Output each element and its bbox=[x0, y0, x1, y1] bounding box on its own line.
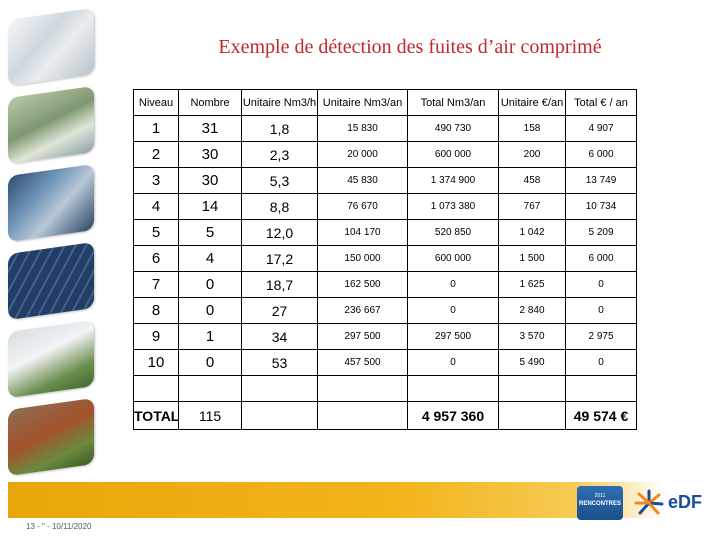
table-row bbox=[134, 116, 637, 142]
header-row bbox=[134, 90, 637, 116]
cell-unit-nm3an: 162 500 bbox=[318, 272, 408, 298]
col-header-unit-nm3an: Unitaire Nm3/an bbox=[318, 90, 408, 116]
empty-row bbox=[134, 376, 637, 402]
cell-niveau: 7 bbox=[134, 272, 179, 298]
cell-nombre: 30 bbox=[179, 142, 242, 168]
cell-niveau: 9 bbox=[134, 324, 179, 350]
edf-logo-text: eDF bbox=[668, 492, 703, 512]
table-row bbox=[134, 350, 637, 376]
edf-logo bbox=[632, 488, 712, 518]
cell-unit-nm3h: 8,8 bbox=[242, 194, 318, 220]
cell-unit-nm3an: 76 670 bbox=[318, 194, 408, 220]
cell-unit-nm3an: 20 000 bbox=[318, 142, 408, 168]
table-row bbox=[134, 220, 637, 246]
table-row bbox=[134, 298, 637, 324]
cell-nombre: 0 bbox=[179, 350, 242, 376]
cell-niveau: 5 bbox=[134, 220, 179, 246]
cell-total-nm3an: 1 374 900 bbox=[408, 168, 499, 194]
col-header-nombre: Nombre bbox=[179, 90, 242, 116]
cell-unit-nm3an: 297 500 bbox=[318, 324, 408, 350]
cell-total-nm3an: 0 bbox=[408, 272, 499, 298]
cell-unit-eur: 1 042 bbox=[499, 220, 566, 246]
cell-niveau: 2 bbox=[134, 142, 179, 168]
cell-unit-eur: 2 840 bbox=[499, 298, 566, 324]
cell-unit-nm3h: 17,2 bbox=[242, 246, 318, 272]
cell-total-nm3an: 520 850 bbox=[408, 220, 499, 246]
cell-nombre: 14 bbox=[179, 194, 242, 220]
cell-total-eur: 5 209 bbox=[566, 220, 637, 246]
cell-unit-nm3h: 12,0 bbox=[242, 220, 318, 246]
cell-unit-nm3an: 45 830 bbox=[318, 168, 408, 194]
col-header-total-eur: Total € / an bbox=[566, 90, 637, 116]
col-header-total-nm3an: Total Nm3/an bbox=[408, 90, 499, 116]
cell-nombre: 1 bbox=[179, 324, 242, 350]
table-row bbox=[134, 246, 637, 272]
cell-unit-eur: 1 500 bbox=[499, 246, 566, 272]
cell-unit-eur: 5 490 bbox=[499, 350, 566, 376]
cell-total-eur: 6 000 bbox=[566, 246, 637, 272]
cell-nombre: 0 bbox=[179, 272, 242, 298]
cell-total-nm3an: 297 500 bbox=[408, 324, 499, 350]
cell-total-nm3an: 490 730 bbox=[408, 116, 499, 142]
cell-unit-nm3h: 34 bbox=[242, 324, 318, 350]
total-count: 115 bbox=[179, 402, 242, 430]
total-eur: 49 574 € bbox=[566, 402, 637, 430]
cell-unit-nm3an: 15 830 bbox=[318, 116, 408, 142]
cell-niveau: 4 bbox=[134, 194, 179, 220]
cell-total-nm3an: 600 000 bbox=[408, 246, 499, 272]
cell-unit-eur: 200 bbox=[499, 142, 566, 168]
cell-unit-nm3an: 457 500 bbox=[318, 350, 408, 376]
table-row bbox=[134, 194, 637, 220]
cell-total-eur: 0 bbox=[566, 272, 637, 298]
cell-total-eur: 4 907 bbox=[566, 116, 637, 142]
total-label: TOTAL bbox=[134, 402, 179, 430]
cell-niveau: 1 bbox=[134, 116, 179, 142]
side-image-plans bbox=[8, 8, 94, 86]
footer-date: 13 - " - 10/11/2020 bbox=[26, 522, 92, 531]
table-row bbox=[134, 142, 637, 168]
cell-unit-eur: 767 bbox=[499, 194, 566, 220]
cell-niveau: 3 bbox=[134, 168, 179, 194]
cell-unit-nm3h: 1,8 bbox=[242, 116, 318, 142]
cell-unit-eur: 1 625 bbox=[499, 272, 566, 298]
cell-unit-eur: 458 bbox=[499, 168, 566, 194]
col-header-unit-nm3h: Unitaire Nm3/h bbox=[242, 90, 318, 116]
cell-unit-eur: 3 570 bbox=[499, 324, 566, 350]
cell-nombre: 5 bbox=[179, 220, 242, 246]
cell-total-eur: 13 749 bbox=[566, 168, 637, 194]
cell-unit-eur: 158 bbox=[499, 116, 566, 142]
cell-unit-nm3h: 5,3 bbox=[242, 168, 318, 194]
cell-total-nm3an: 1 073 380 bbox=[408, 194, 499, 220]
cell-unit-nm3an: 150 000 bbox=[318, 246, 408, 272]
edf-sun-icon bbox=[632, 488, 666, 518]
side-image-facade bbox=[8, 398, 94, 476]
cell-niveau: 10 bbox=[134, 350, 179, 376]
leak-table bbox=[133, 89, 637, 430]
cell-total-eur: 0 bbox=[566, 298, 637, 324]
table-row bbox=[134, 324, 637, 350]
cell-total-eur: 10 734 bbox=[566, 194, 637, 220]
cell-nombre: 4 bbox=[179, 246, 242, 272]
cell-unit-nm3h: 53 bbox=[242, 350, 318, 376]
table-row bbox=[134, 168, 637, 194]
cell-nombre: 30 bbox=[179, 168, 242, 194]
cell-unit-nm3an: 104 170 bbox=[318, 220, 408, 246]
cell-unit-nm3h: 27 bbox=[242, 298, 318, 324]
cell-total-eur: 0 bbox=[566, 350, 637, 376]
cell-niveau: 6 bbox=[134, 246, 179, 272]
total-nm3: 4 957 360 bbox=[408, 402, 499, 430]
cell-nombre: 0 bbox=[179, 298, 242, 324]
side-image-building bbox=[8, 86, 94, 164]
cell-unit-nm3h: 2,3 bbox=[242, 142, 318, 168]
cell-total-nm3an: 0 bbox=[408, 298, 499, 324]
cell-unit-nm3h: 18,7 bbox=[242, 272, 318, 298]
slide-title: Exemple de détection des fuites d’air comprimé bbox=[218, 36, 602, 58]
col-header-unit-eur: Unitaire €/an bbox=[499, 90, 566, 116]
cell-unit-nm3an: 236 667 bbox=[318, 298, 408, 324]
side-image-technician bbox=[8, 164, 94, 242]
cell-total-nm3an: 600 000 bbox=[408, 142, 499, 168]
rencontres-badge bbox=[577, 486, 623, 520]
side-image-solar-panels bbox=[8, 242, 94, 320]
cell-niveau: 8 bbox=[134, 298, 179, 324]
col-header-niveau: Niveau bbox=[134, 90, 179, 116]
cell-total-eur: 6 000 bbox=[566, 142, 637, 168]
table-row bbox=[134, 272, 637, 298]
badge-title: RENCONTRES bbox=[578, 501, 621, 507]
cell-nombre: 31 bbox=[179, 116, 242, 142]
cell-total-nm3an: 0 bbox=[408, 350, 499, 376]
total-row bbox=[134, 402, 637, 430]
side-image-office bbox=[8, 320, 94, 398]
badge-year: 2011 bbox=[594, 493, 606, 499]
cell-total-eur: 2 975 bbox=[566, 324, 637, 350]
